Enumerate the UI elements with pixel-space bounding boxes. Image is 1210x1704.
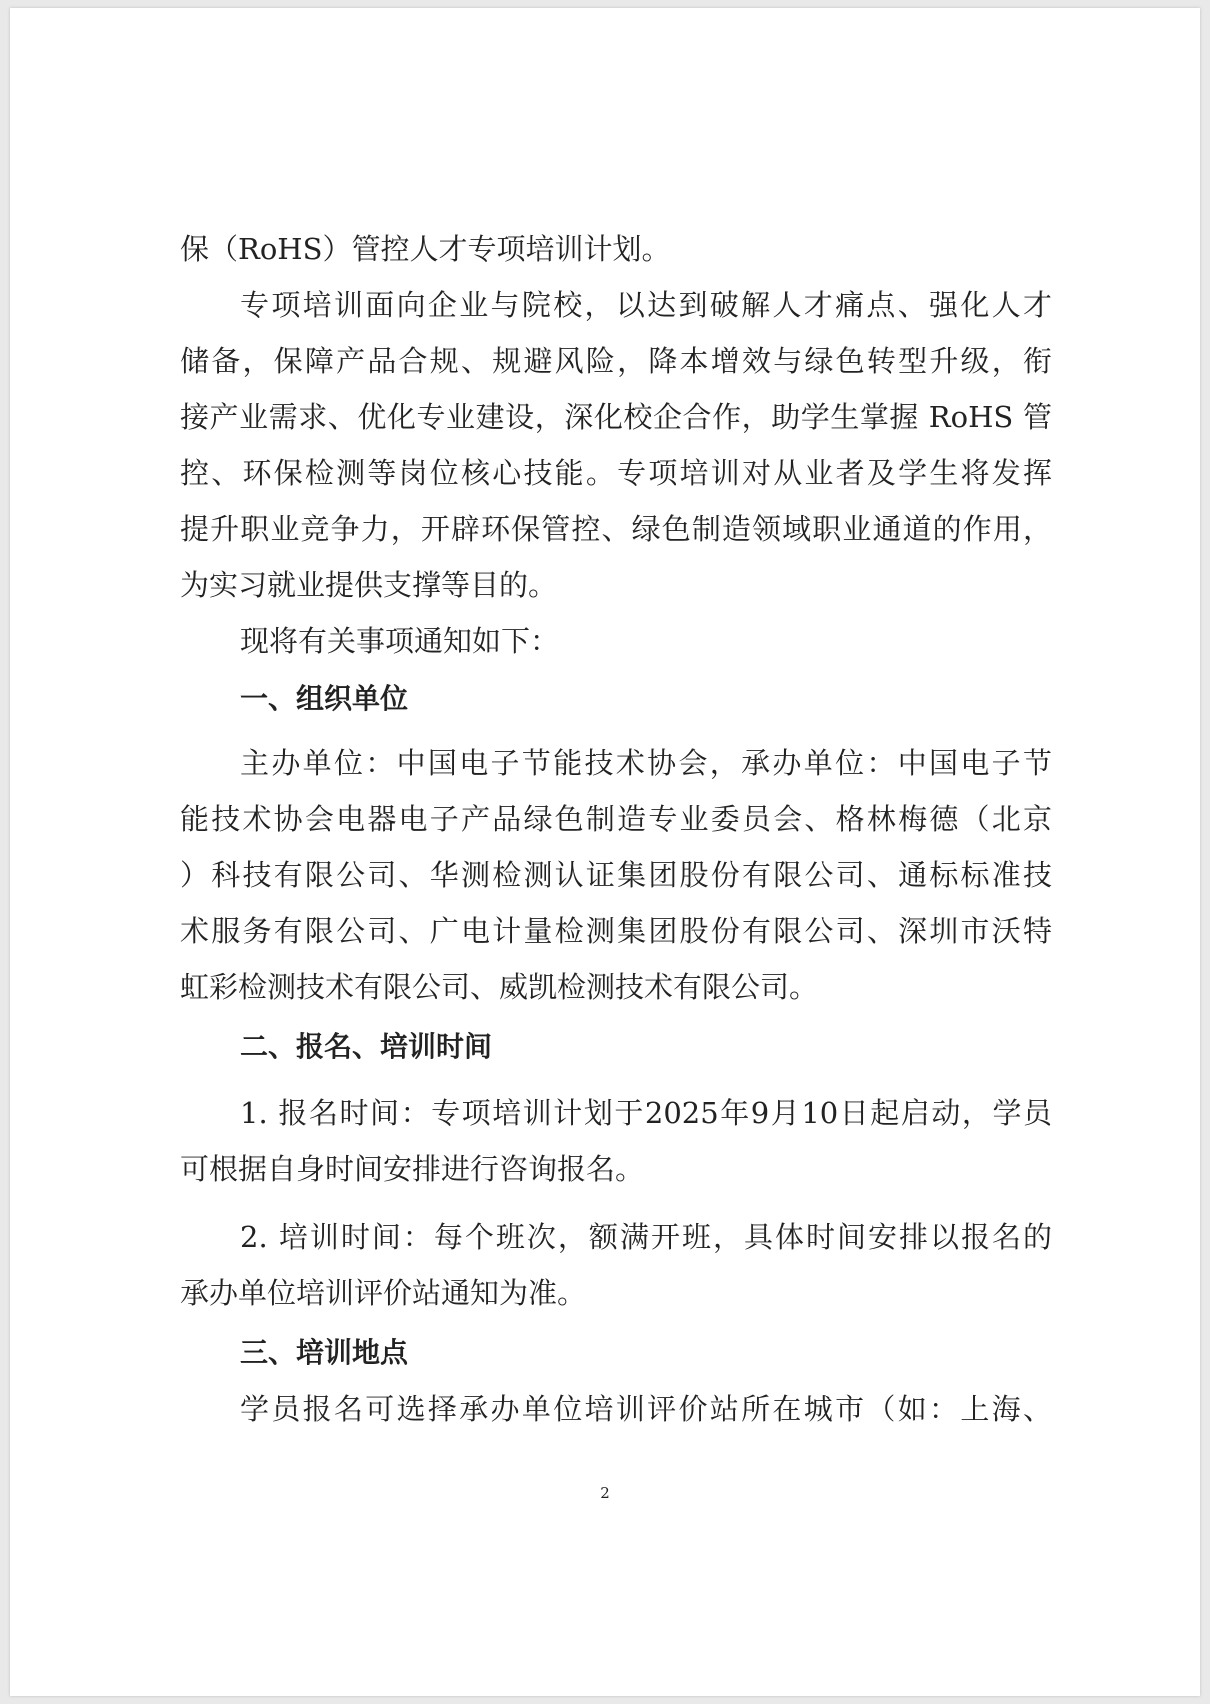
body-line: 接产业需求、优化专业建设，深化校企合作，助学生掌握 RoHS 管: [180, 400, 1052, 434]
body-line: 主办单位：中国电子节能技术协会，承办单位：中国电子节: [240, 746, 1052, 780]
body-line: 储备，保障产品合规、规避风险，降本增效与绿色转型升级，衔: [180, 344, 1052, 378]
section-heading: 二、报名、培训时间: [240, 1030, 493, 1063]
body-line: 现将有关事项通知如下：: [240, 624, 560, 658]
body-line: 为实习就业提供支撑等目的。: [180, 568, 558, 602]
body-line: 学员报名可选择承办单位培训评价站所在城市（如：上海、: [240, 1392, 1052, 1426]
body-line: 控、环保检测等岗位核心技能。专项培训对从业者及学生将发挥: [180, 456, 1052, 490]
section-heading: 三、培训地点: [240, 1336, 409, 1369]
body-line: 专项培训面向企业与院校，以达到破解人才痛点、强化人才: [240, 288, 1052, 322]
body-line: 提升职业竞争力，开辟环保管控、绿色制造领域职业通道的作用，: [180, 512, 1052, 546]
body-line: 虹彩检测技术有限公司、威凯检测技术有限公司。: [180, 970, 819, 1004]
page-number: 2: [600, 1484, 610, 1502]
document-page: [10, 8, 1200, 1696]
body-line: 2. 培训时间：每个班次，额满开班，具体时间安排以报名的: [240, 1220, 1052, 1254]
body-line: 1. 报名时间：专项培训计划于2025年9月10日起启动，学员: [240, 1096, 1052, 1130]
body-line: 承办单位培训评价站通知为准。: [180, 1276, 587, 1310]
body-line: 能技术协会电器电子产品绿色制造专业委员会、格林梅德（北京: [180, 802, 1052, 836]
body-line: ）科技有限公司、华测检测认证集团股份有限公司、通标标准技: [180, 858, 1052, 892]
body-line: 保（RoHS）管控人才专项培训计划。: [180, 232, 671, 266]
body-line: 可根据自身时间安排进行咨询报名。: [180, 1152, 645, 1186]
section-heading: 一、组织单位: [240, 682, 409, 715]
body-line: 术服务有限公司、广电计量检测集团股份有限公司、深圳市沃特: [180, 914, 1052, 948]
